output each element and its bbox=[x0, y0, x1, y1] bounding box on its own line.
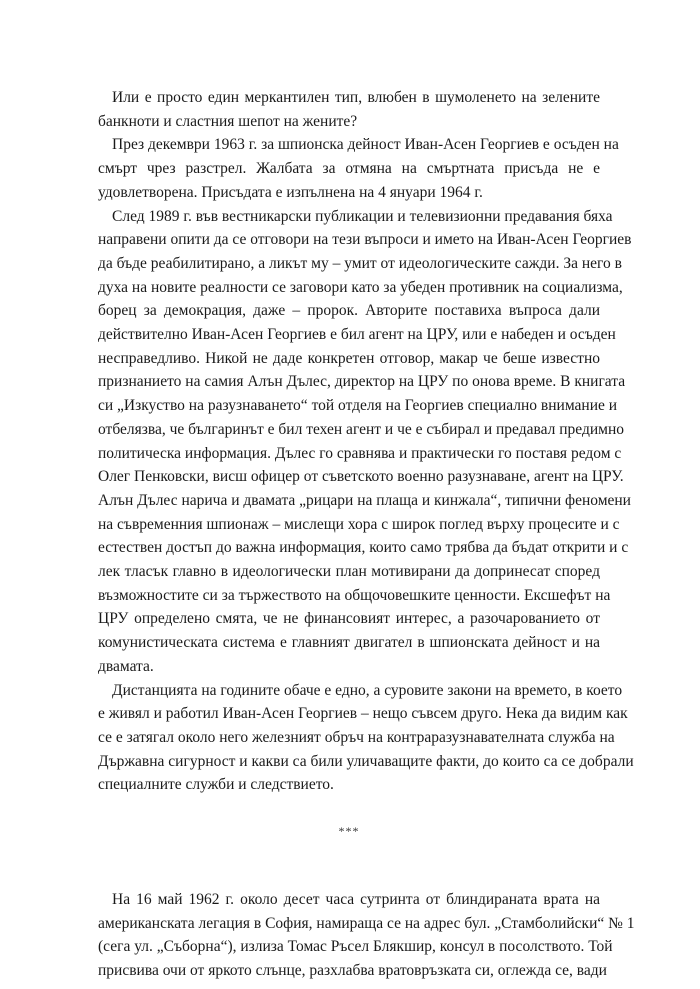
text-line: естествен достъп до важна информация, които само трябва да бъдат открити и с bbox=[98, 539, 629, 557]
text-line: борец за демокрация, даже – пророк. Авторите поставиха въпроса дали bbox=[98, 302, 600, 320]
text-line: ЦРУ определено смята, че не финансовият интерес, а разочарованието от bbox=[98, 610, 600, 628]
paragraph-5 bbox=[98, 888, 635, 983]
text-line: отбелязва, че българинът е бил техен агент и че е събирал и предавал предимно bbox=[98, 420, 624, 438]
document-body bbox=[98, 86, 635, 983]
text-line: удовлетворена. Присъдата е изпълнена на 4 януари 1964 г. bbox=[98, 183, 483, 201]
paragraph-1 bbox=[98, 86, 600, 133]
paragraph-3 bbox=[98, 205, 632, 679]
text-line: американската легация в София, намираща се на адрес бул. „Стамболийски“ № 1 bbox=[98, 914, 635, 932]
text-line: лек тласък главно в идеологически план мотивирани да допринесат според bbox=[98, 563, 600, 581]
text-line: е живял и работил Иван-Асен Георгиев – нещо съвсем друго. Нека да видим как bbox=[98, 705, 628, 723]
section-separator: *** bbox=[338, 824, 360, 839]
text-line: действително Иван-Асен Георгиев е бил агент на ЦРУ, или е набеден и осъден bbox=[98, 326, 616, 344]
text-line: признанието на самия Алън Дълес, директор на ЦРУ по онова време. В книгата bbox=[98, 373, 626, 391]
text-line: (сега ул. „Съборна“), излиза Томас Ръсел Блякшир, консул в посолството. Той bbox=[98, 938, 613, 956]
text-line: несправедливо. Никой не даде конкретен отговор, макар че беше известно bbox=[98, 349, 600, 367]
text-line: банкноти и сластния шепот на жените? bbox=[98, 112, 358, 130]
text-line: След 1989 г. във вестникарски публикации и телевизионни предавания бяха bbox=[112, 207, 613, 225]
text-line: Или е просто един меркантилен тип, влюбен в шумоленето на зелените bbox=[112, 89, 600, 106]
text-line: на съвременния шпионаж – мислещи хора с широк поглед върху процесите и с bbox=[98, 515, 620, 533]
text-line: се е затягал около него железният обръч на контраразузнавателната служба на bbox=[98, 728, 615, 746]
text-line: Алън Дълес нарича и двамата „рицари на плаща и кинжала“, типични феномени bbox=[98, 491, 631, 509]
text-line: си „Изкуство на разузнаването“ той отделя на Георгиев специално внимание и bbox=[98, 397, 618, 415]
paragraph-2 bbox=[98, 133, 619, 204]
text-line: комунистическата система е главният двигател в шпионската дейност и на bbox=[98, 634, 600, 652]
text-line: Дистанцията на годините обаче е едно, а суровите закони на времето, в което bbox=[112, 681, 623, 699]
text-line: През декември 1963 г. за шпионска дейност Иван-Асен Георгиев е осъден на bbox=[112, 136, 619, 154]
text-line: Държавна сигурност и какви са били уличаващите факти, до които са се добрали bbox=[98, 752, 634, 770]
text-line: На 16 май 1962 г. около десет часа сутринта от блиндираната врата на bbox=[112, 890, 600, 908]
paragraph-4 bbox=[98, 679, 634, 798]
text-line: направени опити да се отговори на тези въпроси и името на Иван-Асен Георгиев bbox=[98, 231, 632, 249]
text-line: да бъде реабилитирано, а ликът му – умит от идеологическите сажди. За него в bbox=[98, 254, 622, 272]
text-line: духа на новите реалности се заговори като за убеден противник на социализма, bbox=[98, 278, 623, 296]
text-line: присвива очи от яркото слънце, разхлабва вратовръзката си, оглежда се, вади bbox=[98, 961, 607, 979]
text-line: Олег Пенковски, висш офицер от съветското военно разузнаване, агент на ЦРУ. bbox=[98, 468, 624, 486]
text-line: политическа информация. Дълес го сравнява и практически го поставя редом с bbox=[98, 444, 622, 462]
text-line: възможностите си за тържеството на общочовешките ценности. Ексшефът на bbox=[98, 586, 611, 604]
text-line: специалните служби и следствието. bbox=[98, 776, 334, 794]
text-line: смърт чрез разстрел. Жалбата за отмяна на смъртната присъда не е bbox=[98, 160, 600, 178]
text-line: двамата. bbox=[98, 657, 154, 675]
